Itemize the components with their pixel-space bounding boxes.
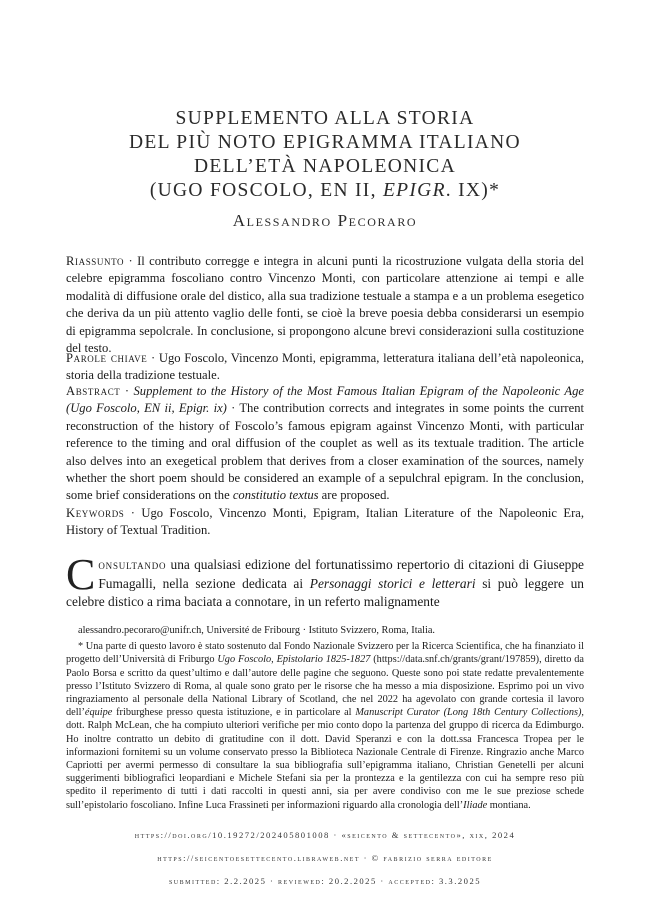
title-line-4-italic: EPIGR — [382, 180, 446, 201]
footnote-italic-1: Ugo Foscolo, Epistolario 1825-1827 — [217, 654, 371, 666]
body-lead-word: onsultando — [98, 557, 167, 572]
riassunto-paragraph — [66, 253, 584, 357]
body-text-2: si può leggere un celebre distico a rima baciata a connotare, in un referto malignamente — [66, 575, 584, 610]
riassunto-label: Riassunto — [66, 254, 125, 268]
abstract-english-title-end: Epigr. ix) — [174, 401, 227, 416]
drop-cap: C — [66, 550, 96, 599]
keywords-text: · Ugo Foscolo, Vincenzo Monti, Epigram, Italian Literature of the Napoleonic Era, History of Textual Tradition. — [66, 506, 584, 538]
abstract-text-italic: constitutio textus — [232, 488, 319, 503]
abstract-text-1: · The contribution corrects and integrates in some points the current reconstruction of the history of Foscolo’s famous epigram against Vincenzo Monti, with particular reference to the timing and oral diffusion of the couplet as well as its textuale tradition. The article also delves into an exegetical problem that derives from a closer examination of the sources, namely whether the short poem should be considered an example of a sepulchral epigram. In the conclusion, some brief considerations on the — [66, 401, 584, 503]
footnote-italic-4: Iliade — [463, 799, 488, 811]
footnote-text-a: * Una parte di questo lavoro è stato sostenuto dal Fondo Nazionale Svizzero per la Ricerca Scientifica, che ha finanziato il progetto dell’Università di Friburgo — [66, 641, 584, 666]
acknowledgement-footnote — [66, 640, 584, 812]
title-line-2: DEL PIÙ NOTO EPIGRAMMA ITALIANO — [129, 132, 521, 153]
footnote-italic-2: équipe — [84, 707, 113, 719]
abstract-text-2: are proposed. — [318, 488, 390, 503]
title-line-4-pre: (UGO FOSCOLO, EN II, — [149, 180, 383, 201]
parole-chiave-paragraph — [66, 350, 584, 385]
abstract-english-title: Supplement to the History of the Most Famous Italian Epigram of the Napoleonic Age (Ugo Foscolo, EN ii, — [66, 384, 584, 416]
abstract-separator: · — [120, 384, 134, 398]
footer-doi-line: https://doi.org/10.19272/202405801008 · «seicento & settecento», xix, 2024 — [134, 830, 516, 840]
author-name: Alessandro Pecoraro — [232, 211, 418, 230]
parole-chiave-label: Parole chiave — [66, 351, 148, 365]
footnotes — [66, 624, 584, 812]
keywords-label: Keywords — [66, 506, 125, 520]
footnote-text-e: montiana. — [487, 799, 531, 811]
footnote-italic-3: Manuscript Curator (Long 18th Century Collections) — [355, 707, 582, 719]
title-line-4-post: . IX)* — [445, 180, 501, 201]
footer-publisher-line: https://seicentoesettecento.libraweb.net · © fabrizio serra editore — [157, 853, 493, 863]
riassunto-text: · Il contributo corregge e integra in alcuni punti la ricostruzione vulgata della storia del celebre epigramma foscoliano contro Vincenzo Monti, con particolare attenzione ai tempi e alle modalità di diffusione orale del distico, alla sua tradizione testuale a stampa e a un problema esegetico che deriva da un più attento vaglio delle fonti, se cioè la breve poesia debba considerarsi un esempio di epigramma sepolcrale. In conclusione, si propongono alcune brevi considerazioni sulla costituzione del testo. — [66, 254, 584, 356]
author-affiliation-note: alessandro.pecoraro@unifr.ch, Université de Fribourg · Istituto Svizzero, Roma, Italia. — [78, 625, 436, 636]
article-title — [60, 107, 590, 203]
parole-chiave-text: · Ugo Foscolo, Vincenzo Monti, epigramma, letteratura italiana dell’età napoleonica, storia della tradizione testuale. — [66, 351, 584, 383]
footnote-text-b: (https://data.snf.ch/grants/grant/197859), diretto da Paolo Borsa e scritto da quest’ultimo e dall’autore delle pagine che seguono. Queste sono poi state redatte prevalentemente presso l’Istituto Svizzero di Roma, al quale sono grato per le risorse che ha messo a mia disposizione. Esprimo poi un vivo ringraziamento al personale della National Library of Scotland, che nel 2022 ha agevolato con grande cortesia il lavoro dell’ — [66, 654, 584, 719]
body-opening-paragraph — [66, 550, 584, 612]
footer-dates-line: submitted: 2.2.2025 · reviewed: 20.2.2025 · accepted: 3.3.2025 — [168, 876, 482, 886]
footnote-text-c: friburghese presso questa istituzione, e in particolare al — [112, 707, 356, 719]
body-text-italic: Personaggi storici e letterari — [309, 575, 476, 591]
title-line-3: DELL’ETÀ NAPOLEONICA — [194, 156, 456, 177]
abstract-label: Abstract — [66, 384, 121, 398]
body-text-1: una qualsiasi edizione del fortunatissimo repertorio di citazioni di Giuseppe Fumagalli, nella sezione dedicata ai — [98, 557, 584, 591]
footnote-text-d: , dott. Ralph McLean, che ha compiuto ulteriori verifiche per mio conto dopo la partenza del gruppo di ricerca da Edimburgo. Ho inoltre contratto un debito di gratitudine con il dott. David Speranzi e con la dott.ssa Francesca Tropea per le informazioni fornitemi su un volume conservato presso la Biblioteca Nazionale Centrale di Firenze. Ringrazio anche Marco Capriotti per avermi permesso di consultare la sua bibliografia sull’epigramma italiano, Christian Genetelli per alcuni suggerimenti bibliografici leopardiani e Michele Stefani sia per la prontezza e la gentilezza con cui ha sempre reso più spedito il reperimento di tutti i dati raccolti in questi anni, sia per avere condiviso con me le sue preziose schede sull’epistolario foscoliano. Infine Luca Frassineti per informazioni riguardo alla cronologia dell’ — [66, 707, 584, 811]
title-line-4 — [60, 179, 590, 203]
keywords-paragraph — [66, 505, 584, 540]
abstract-paragraph — [66, 383, 584, 505]
title-line-1: SUPPLEMENTO ALLA STORIA — [175, 108, 475, 129]
